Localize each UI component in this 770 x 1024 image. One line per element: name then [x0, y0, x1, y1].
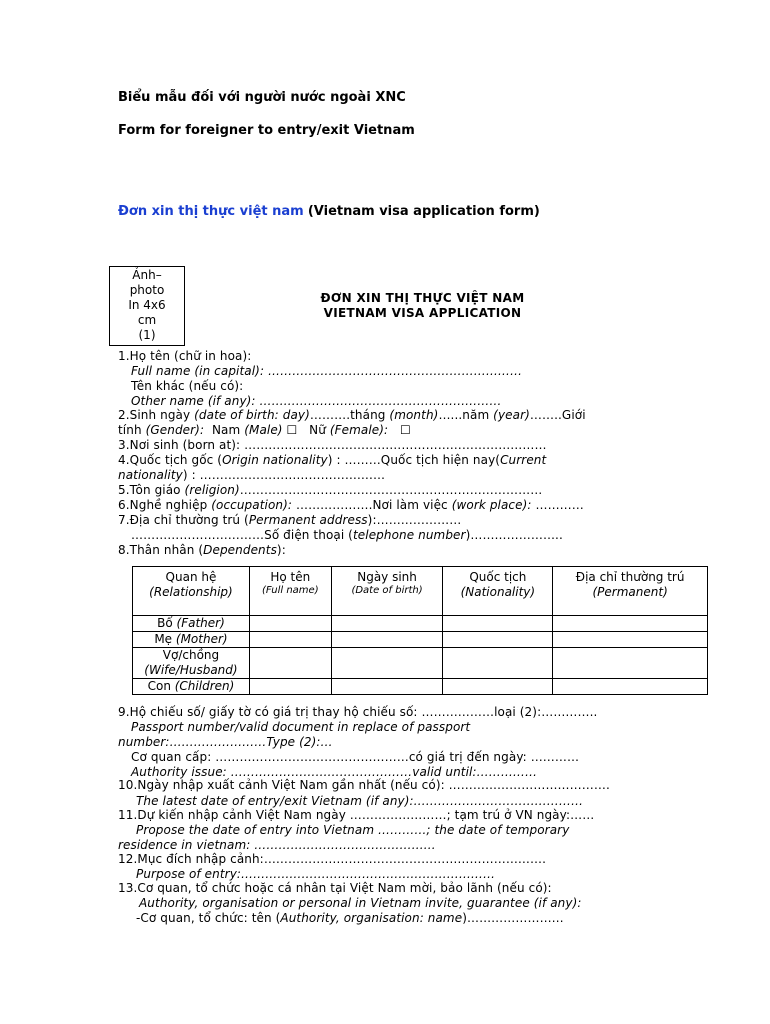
workplace-dots: …………	[535, 498, 584, 512]
row-relationship: Bố (Father)	[133, 616, 250, 632]
field-7-line-1	[118, 513, 461, 528]
religion-label: 5.Tôn giáo	[118, 483, 181, 497]
field-13-org	[136, 911, 564, 926]
title-en: Form for foreigner to entry/exit Vietnam	[118, 123, 415, 138]
month-label: ……….tháng	[309, 408, 386, 422]
occupation-label: 6.Nghề nghiệp	[118, 498, 208, 512]
header-full-name: Họ tên (Full name)	[249, 567, 331, 616]
cell[interactable]	[443, 632, 553, 648]
cell[interactable]	[331, 679, 443, 695]
male-label-en: (Male)	[244, 423, 283, 437]
origin-nat-a: 4.Quốc tịch gốc (	[118, 453, 223, 467]
cell[interactable]	[249, 632, 331, 648]
cell[interactable]	[249, 648, 331, 679]
field-1-vi: 1.Họ tên (chữ in hoa):	[118, 349, 252, 363]
row-relationship: Con (Children)	[133, 679, 250, 695]
field-13-vi: 13.Cơ quan, tổ chức hoặc cá nhân tại Việt Nam mời, bảo lãnh (nếu có):	[118, 881, 552, 895]
table-header-row	[133, 567, 708, 616]
female-checkbox[interactable]: ☐	[399, 423, 411, 437]
cell[interactable]	[331, 648, 443, 679]
org-label: -Cơ quan, tổ chức: tên (	[136, 911, 281, 925]
origin-nat-c: ) : ………Quốc tịch hiện nay(	[327, 453, 501, 467]
field-1-en: Full name (in capital): ………………………………………………………	[131, 364, 523, 378]
religion-dots: …………………………………………………………………	[239, 483, 543, 497]
field-9-issue-vi: Cơ quan cấp: …………………………………………có giá trị đến ngày: …………	[131, 750, 580, 764]
male-checkbox[interactable]: ☐	[286, 423, 298, 437]
field-10-en: The latest date of entry/exit Vietnam (if any):……………………………………	[136, 794, 584, 808]
field-12-vi: 12.Mục đích nhập cảnh:…………………………………………………………….	[118, 852, 547, 866]
female-label-en: (Female):	[329, 423, 389, 437]
gender-label-en: (Gender):	[145, 423, 205, 437]
header-nationality: Quốc tịch (Nationality)	[443, 567, 553, 616]
address-dots: ):…………………	[367, 513, 462, 527]
photo-box	[109, 266, 185, 346]
title-vi: Biểu mẫu đối với người nước ngoài XNC	[118, 90, 406, 105]
female-label: Nữ	[309, 423, 326, 437]
cell[interactable]	[249, 616, 331, 632]
photo-line-5: (1)	[138, 328, 156, 342]
table-row	[133, 648, 708, 679]
field-11-vi: 11.Dự kiến nhập cảnh Việt Nam ngày ……………………; tạm trú ở VN ngày:……	[118, 808, 595, 822]
form-name-en: (Vietnam visa application form)	[307, 204, 540, 219]
field-2-line-1	[118, 408, 586, 423]
field-4-line-1	[118, 453, 546, 468]
religion-en: (religion)	[184, 483, 240, 497]
year-label-en: (year)	[493, 408, 530, 422]
field-9-en-2: number:……………………Type (2):…	[118, 735, 333, 749]
address-en: Permanent address	[248, 513, 368, 527]
org-label-en: Authority, organisation: name	[280, 911, 463, 925]
photo-line-2: photo	[129, 283, 165, 297]
photo-line-1: Ảnh–	[132, 268, 162, 282]
application-title	[260, 291, 585, 321]
table-row	[133, 616, 708, 632]
field-8	[118, 543, 286, 558]
cell[interactable]	[443, 679, 553, 695]
field-9-issue-en: Authority issue: ………………………………………valid until:……………	[131, 765, 538, 779]
cell[interactable]	[443, 616, 553, 632]
form-name-vi: Đơn xin thị thực việt nam	[118, 204, 304, 219]
field-1-other-vi: Tên khác (nếu có):	[131, 379, 244, 393]
cell[interactable]	[443, 648, 553, 679]
field-11-en-1: Propose the date of entry into Vietnam …………; the date of temporary	[136, 823, 570, 837]
cell[interactable]	[331, 632, 443, 648]
phone-label: ……………………………Số điện thoại (	[131, 528, 353, 542]
photo-line-4: cm	[137, 313, 157, 327]
field-9-en-1: Passport number/valid document in replace of passport	[131, 720, 471, 734]
nationality-dots: ) : …………………………………….…	[182, 468, 386, 482]
field-10-vi: 10.Ngày nhập xuất cảnh Việt Nam gần nhất (nếu có): ………………………………….	[118, 778, 610, 792]
photo-line-3: In 4x6	[128, 298, 166, 312]
occupation-en: (occupation):	[211, 498, 293, 512]
row-relationship: Vợ/chồng (Wife/Husband)	[133, 648, 250, 679]
application-title-en: VIETNAM VISA APPLICATION	[323, 306, 522, 320]
cell[interactable]	[553, 616, 708, 632]
field-13-en: Authority, organisation or personal in Vietnam invite, guarantee (if any):	[139, 896, 582, 910]
origin-nat-en: Origin nationality	[222, 453, 328, 467]
cell[interactable]	[249, 679, 331, 695]
form-name	[118, 204, 540, 219]
field-1-other-en: Other name (if any): ……………………………………………………	[131, 394, 502, 408]
field-2-line-2	[118, 423, 411, 438]
header-date-of-birth: Ngày sinh (Date of birth)	[331, 567, 443, 616]
cell[interactable]	[331, 616, 443, 632]
cell[interactable]	[553, 632, 708, 648]
male-label: Nam	[211, 423, 241, 437]
application-title-vi: ĐƠN XIN THỊ THỰC VIỆT NAM	[320, 291, 525, 305]
workplace-en: (work place):	[451, 498, 532, 512]
table-row	[133, 679, 708, 695]
dependents-en: Dependents	[203, 543, 277, 557]
dob-label: 2.Sinh ngày	[118, 408, 191, 422]
header-relationship: Quan hệ (Relationship)	[133, 567, 250, 616]
phone-en: telephone number	[352, 528, 466, 542]
field-9-vi: 9.Hộ chiếu số/ giấy tờ có giá trị thay hộ chiếu số: ………………loại (2):…………..	[118, 705, 598, 719]
gender-label-start: ……..Giới	[529, 408, 586, 422]
workplace-label: ……………….Nơi làm việc	[295, 498, 448, 512]
dependents-label: 8.Thân nhân (	[118, 543, 204, 557]
field-12-en: Purpose of entry:………………………………………………………	[136, 867, 496, 881]
current-nat-en: Current	[500, 453, 547, 467]
header-permanent-address: Địa chỉ thường trú (Permanent)	[553, 567, 708, 616]
table-row	[133, 632, 708, 648]
row-relationship: Mẹ (Mother)	[133, 632, 250, 648]
phone-dots: )…………………..	[465, 528, 563, 542]
cell[interactable]	[553, 648, 708, 679]
dependents-table	[132, 566, 708, 695]
org-dots: )……………………	[462, 911, 564, 925]
gender-label-end: tính	[118, 423, 142, 437]
nationality-en: nationality	[118, 468, 183, 482]
cell[interactable]	[553, 679, 708, 695]
dob-label-en: (date of birth: day)	[194, 408, 310, 422]
field-6	[118, 498, 584, 513]
field-11-en-2: residence in vietnam: ………………………………………	[118, 838, 436, 852]
address-label: 7.Địa chỉ thường trú (	[118, 513, 249, 527]
field-7-line-2	[131, 528, 563, 543]
year-label: …...năm	[438, 408, 490, 422]
field-3: 3.Nơi sinh (born at): …………………………………………………………………	[118, 438, 547, 452]
month-label-en: (month)	[389, 408, 439, 422]
dependents-close: ):	[276, 543, 286, 557]
field-5	[118, 483, 542, 498]
field-4-line-2	[118, 468, 385, 483]
